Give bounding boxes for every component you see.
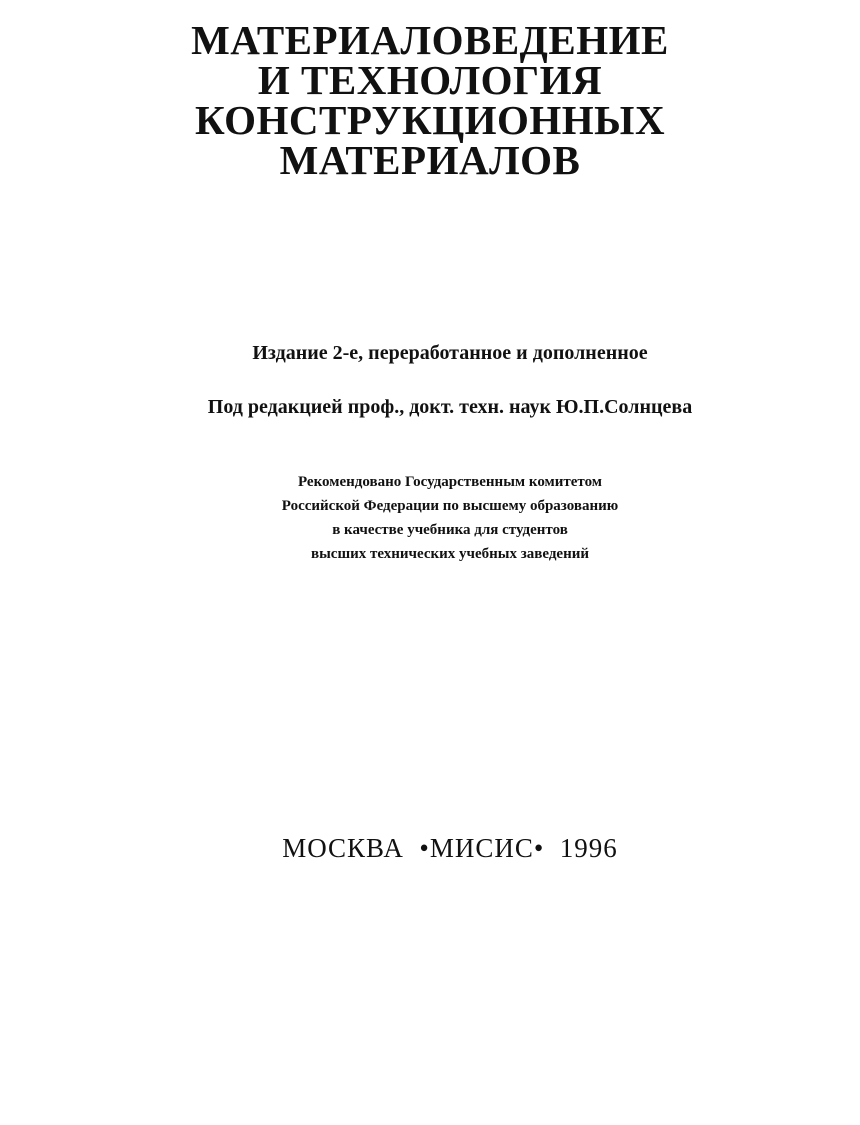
book-title-line: МАТЕРИАЛОВЕДЕНИЕ: [191, 17, 669, 63]
recommendation-note: [0, 470, 860, 566]
book-title-line: И ТЕХНОЛОГИЯ: [257, 57, 603, 103]
recommendation-line: высших технических учебных заведений: [310, 546, 589, 562]
recommendation-line: в качестве учебника для студентов: [332, 522, 568, 538]
editor-credit: Под редакцией проф., докт. техн. наук Ю.П.Солнцева: [207, 396, 693, 418]
edition-note: Издание 2-е, переработанное и дополненное: [252, 342, 648, 364]
book-title: [0, 17, 860, 183]
book-title-line: КОНСТРУКЦИОННЫХ: [194, 97, 666, 143]
recommendation-line: Российской Федерации по высшему образованию: [281, 498, 619, 514]
recommendation-line: Рекомендовано Государственным комитетом: [297, 474, 603, 490]
book-title-line: МАТЕРИАЛОВ: [279, 137, 581, 183]
publisher-imprint: МОСКВА •МИСИС• 1996: [282, 833, 618, 863]
